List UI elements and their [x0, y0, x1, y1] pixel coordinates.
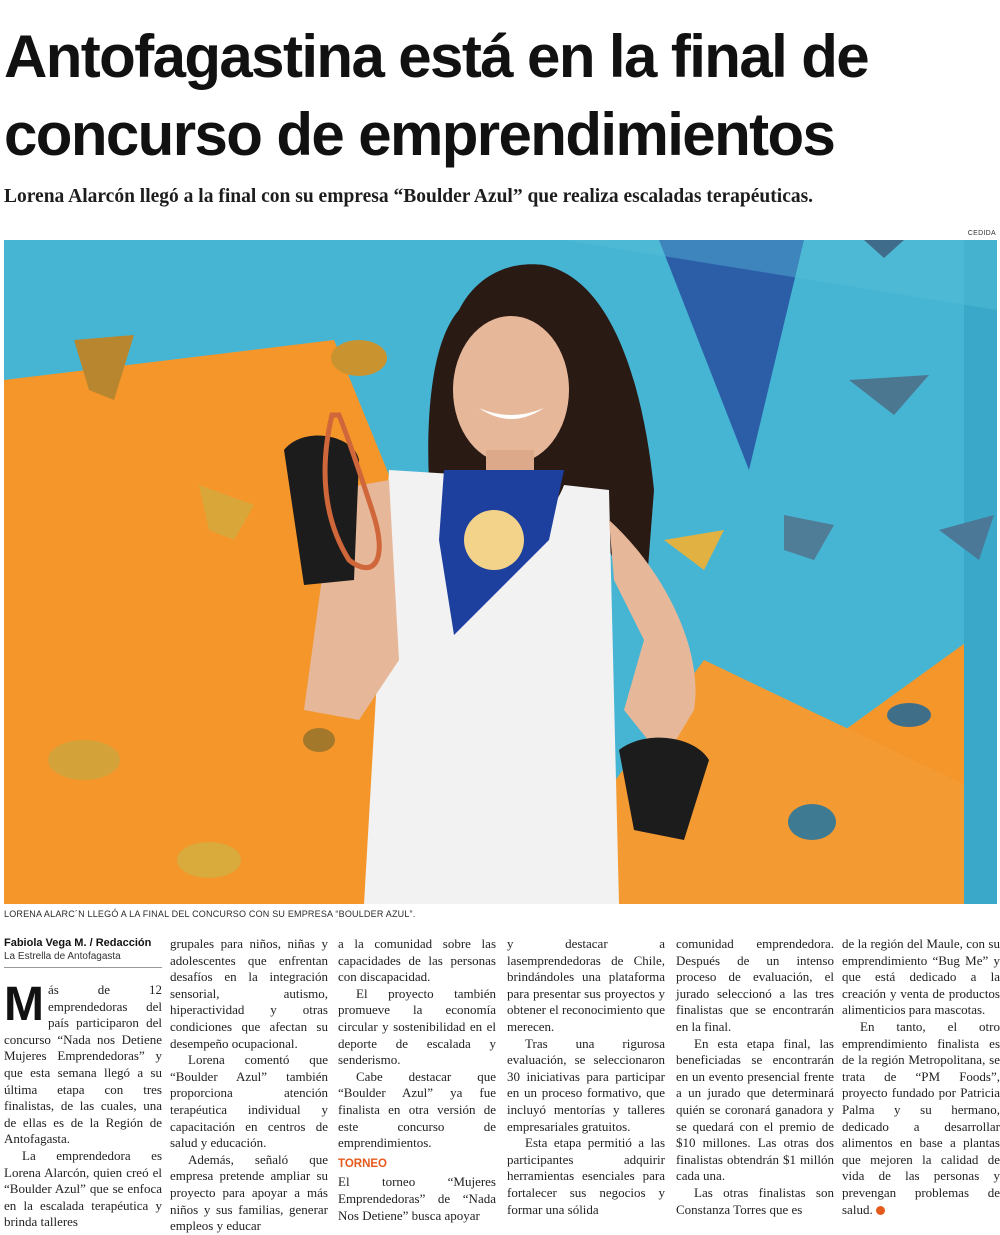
- photo-caption: LORENA ALARC´N LLEGÓ A LA FINAL DEL CONCURSO CON SU EMPRESA “BOULDER AZUL”.: [4, 909, 416, 919]
- paragraph: comunidad emprendedora. Después de un intenso proceso de evaluación, el jurado seleccionó a las tres finalistas que se encontrarán en la final.: [676, 936, 834, 1034]
- section-label: TORNEO: [338, 1157, 387, 1170]
- paragraph: de la región del Maule, con su emprendimiento “Bug Me” y que está dedicado a la creación y venta de productos alimenticios para mascotas.: [842, 936, 1000, 1018]
- paragraph: y destacar a lasemprendedoras de Chile, brindándoles una plataforma para presentar sus proyectos y obtener el reconocimiento que merecen.: [507, 936, 665, 1034]
- paragraph: grupales para niños, niñas y adolescentes que enfrentan desafíos en la integración sensorial, autismo, hiperactividad y otras condiciones que afectan su desempeño ocupacional.: [170, 936, 328, 1051]
- paragraph: Cabe destacar que “Boulder Azul” ya fue finalista en otra versión de este concurso de emprendimientos.: [338, 1068, 496, 1151]
- paragraph: En tanto, el otro emprendimiento finalista es de la región Metropolitana, se trata de “PM Foods”, proyecto fundado por Patricia Palma y su hermano, dedicado a desarrollar alimentos en base a plantas que mejoren la calidad de vida de las personas y prevengan problemas de salud.: [842, 1018, 1000, 1217]
- climbing-wall-photo: [4, 240, 997, 904]
- paragraph: Las otras finalistas son Constanza Torres que es: [676, 1184, 834, 1217]
- paragraph: Esta etapa permitió a las participantes adquirir herramientas esenciales para fortalecer sus negocios y formar una sólida: [507, 1135, 665, 1217]
- paragraph: El torneo “Mujeres Emprendedoras” de “Nada Nos Detiene” busca apoyar: [338, 1174, 496, 1223]
- drop-cap: M: [4, 978, 44, 1031]
- article-column-3: [338, 936, 496, 1224]
- subheadline: Lorena Alarcón llegó a la final con su empresa “Boulder Azul” que realiza escaladas terapéuticas.: [4, 186, 814, 207]
- paragraph: Además, señaló que empresa pretende ampliar su proyecto para apoyar a más niños y sus familias, generar empleos y educar: [170, 1151, 328, 1234]
- paragraph: El proyecto también promueve la economía circular y sostenibilidad en el deporte de escalada y senderismo.: [338, 985, 496, 1068]
- main-photo: [4, 240, 997, 904]
- byline: Fabiola Vega M. / Redacción: [4, 937, 152, 949]
- article-column-1: [4, 936, 162, 1231]
- paragraph: Más de 12 emprendedoras del país participaron del concurso “Nada nos Detiene Mujeres Emprendedoras” y que esta semana llegó a su última etapa con tres finalistas, de las cuales, una de ellas es de la Región de Antofagasta.: [4, 978, 162, 1147]
- byline-source: La Estrella de Antofagasta: [4, 950, 162, 968]
- end-mark-icon: [876, 1206, 885, 1215]
- headline: Antofagastina está en la final de concurso de emprendimientos: [4, 23, 869, 168]
- paragraph: a la comunidad sobre las capacidades de las personas con discapacidad.: [338, 936, 496, 985]
- paragraph: En esta etapa final, las beneficiadas se encontrarán en un evento presencial frente a un jurado que determinará quién se coronará ganadora y se quedará con el premio de $10 millones. Las otras dos finalistas obtendrán $1 millón cada una.: [676, 1035, 834, 1184]
- article-column-6: [842, 936, 1000, 1218]
- article-column-5: [676, 936, 834, 1218]
- paragraph: La emprendedora es Lorena Alarcón, quien creó el “Boulder Azul” que se enfoca en la escalada terapéutica y brinda talleres: [4, 1147, 162, 1230]
- photo-credit: CEDIDA: [967, 230, 996, 237]
- article-column-2: [170, 936, 328, 1235]
- paragraph: Tras una rigurosa evaluación, se seleccionaron 30 iniciativas para participar en un proceso formativo, que incluyó mentorías y talleres empresariales gratuitos.: [507, 1035, 665, 1134]
- paragraph: Lorena comentó que “Boulder Azul” también proporciona atención terapéutica individual y capacitación en centros de salud y educación.: [170, 1052, 328, 1151]
- article-column-4: [507, 936, 665, 1218]
